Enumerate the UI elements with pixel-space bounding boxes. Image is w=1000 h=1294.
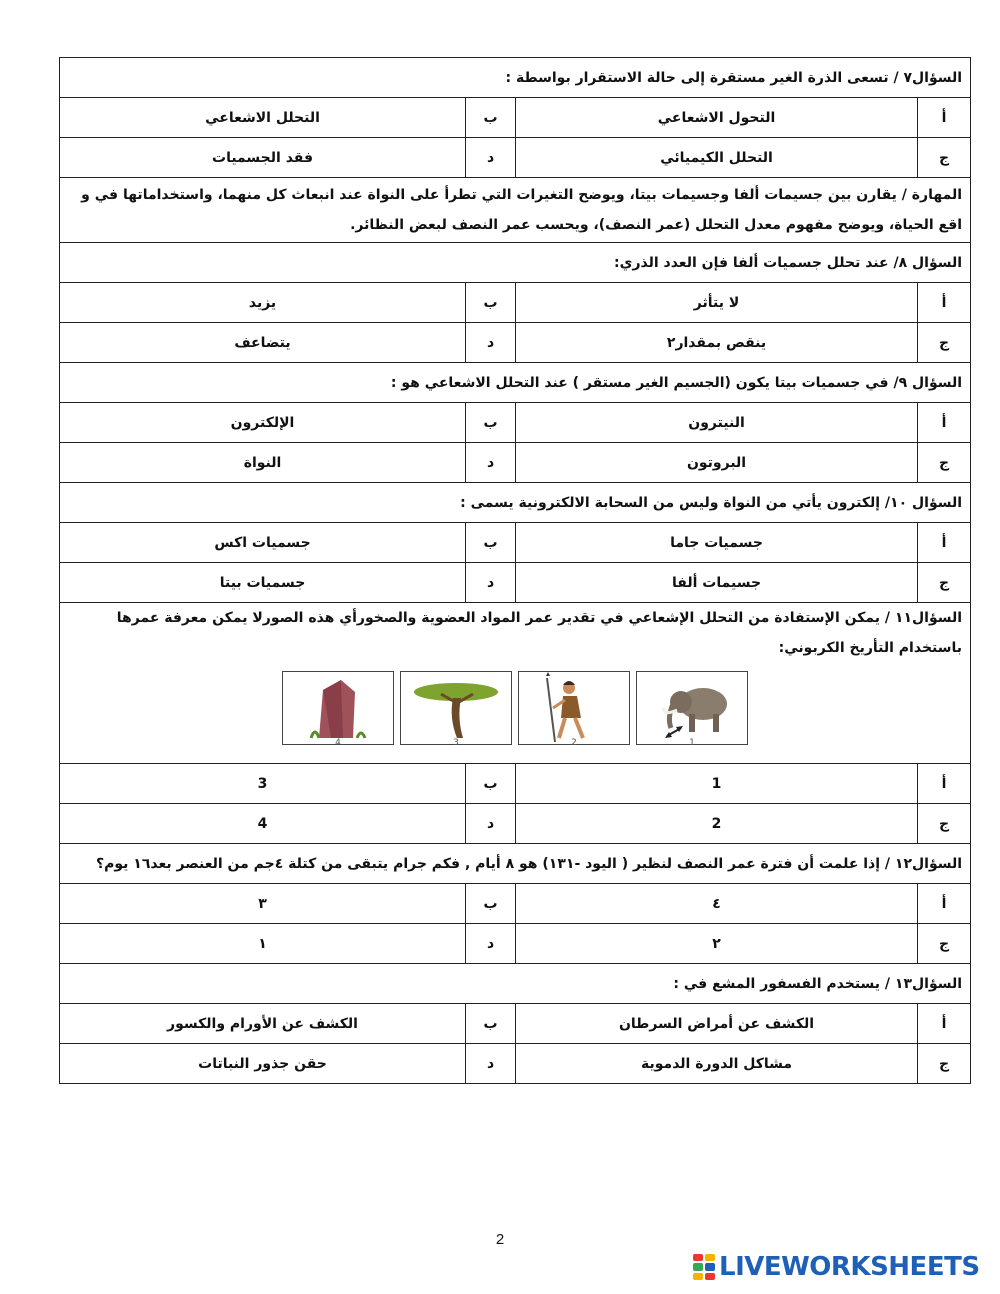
option-letter: ب xyxy=(466,283,516,323)
option-letter: ب xyxy=(466,523,516,563)
question-13-row xyxy=(60,964,971,1004)
option-answer[interactable]: 3 xyxy=(60,764,466,804)
option-answer[interactable]: النواة xyxy=(60,443,466,483)
question-13-text: السؤال١٣ / يستخدم الفسفور المشع في : xyxy=(60,964,971,1004)
option-answer[interactable]: 1 xyxy=(516,764,918,804)
option-letter: د xyxy=(466,138,516,178)
option-letter: أ xyxy=(918,283,971,323)
option-letter: ج xyxy=(918,1044,971,1084)
question-7-text: السؤال٧ / تسعى الذرة الغير مستقرة إلى حالة الاستقرار بواسطة : xyxy=(60,58,971,98)
question-7-row xyxy=(60,58,971,98)
option-answer[interactable]: 4 xyxy=(60,804,466,844)
option-answer[interactable]: جسميات جاما xyxy=(516,523,918,563)
option-letter: ب xyxy=(466,884,516,924)
option-answer[interactable]: التحلل الكيميائي xyxy=(516,138,918,178)
question-10-text: السؤال ١٠/ إلكترون يأتي من النواة وليس من السحابة الالكترونية يسمى : xyxy=(60,483,971,523)
option-row xyxy=(60,403,971,443)
option-letter: ج xyxy=(918,804,971,844)
option-answer[interactable]: التحلل الاشعاعي xyxy=(60,98,466,138)
brand-text: LIVEWORKSHEETS xyxy=(719,1252,980,1282)
question-11-row xyxy=(60,603,971,764)
option-row xyxy=(60,1044,971,1084)
skill-text: المهارة / يقارن بين جسيمات ألفا وجسيمات بيتا، ويوضح التغيرات التي تطرأ على النواة عند انبعاث كل منهما، واستخداماتها في و اقع الحياة، ويوضح مفهوم معدل التحلل (عمر النصف)، ويحسب عمر النصف لبعض النظائر. xyxy=(60,178,971,243)
option-answer[interactable]: يزيد xyxy=(60,283,466,323)
skill-row xyxy=(60,178,971,243)
option-answer[interactable]: حقن جذور النباتات xyxy=(60,1044,466,1084)
question-9-text: السؤال ٩/ في جسميات بيتا يكون (الجسيم الغير مستقر ) عند التحلل الاشعاعي هو : xyxy=(60,363,971,403)
page-number: 2 xyxy=(495,1231,505,1248)
option-row xyxy=(60,323,971,363)
option-answer[interactable]: مشاكل الدورة الدموية xyxy=(516,1044,918,1084)
picture-number: 1 xyxy=(689,738,695,748)
option-letter: ج xyxy=(918,924,971,964)
picture-2[interactable] xyxy=(518,671,630,748)
option-row xyxy=(60,1004,971,1044)
option-answer[interactable]: جسميات بيتا xyxy=(60,563,466,603)
option-answer[interactable]: النيترون xyxy=(516,403,918,443)
option-answer[interactable]: البروتون xyxy=(516,443,918,483)
option-letter: أ xyxy=(918,884,971,924)
option-letter: د xyxy=(466,323,516,363)
option-letter: ب xyxy=(466,764,516,804)
option-letter: أ xyxy=(918,403,971,443)
worksheet-table xyxy=(59,57,971,1084)
picture-1[interactable] xyxy=(636,671,748,748)
option-answer[interactable]: جسميات اكس xyxy=(60,523,466,563)
option-letter: أ xyxy=(918,764,971,804)
option-letter: ج xyxy=(918,323,971,363)
option-letter: ج xyxy=(918,563,971,603)
option-letter: ب xyxy=(466,98,516,138)
picture-number: 4 xyxy=(335,738,341,748)
option-letter: د xyxy=(466,443,516,483)
option-row xyxy=(60,443,971,483)
option-answer[interactable]: فقد الجسميات xyxy=(60,138,466,178)
option-letter: ج xyxy=(918,443,971,483)
option-letter: أ xyxy=(918,523,971,563)
option-letter: د xyxy=(466,1044,516,1084)
option-letter: ب xyxy=(466,403,516,443)
liveworksheets-brand xyxy=(693,1252,980,1282)
question-8-text: السؤال ٨/ عند تحلل جسميات ألفا فإن العدد الذري: xyxy=(60,243,971,283)
option-letter: أ xyxy=(918,98,971,138)
option-answer[interactable]: ٤ xyxy=(516,884,918,924)
option-row xyxy=(60,884,971,924)
question-12-text: السؤال١٢ / إذا علمت أن فترة عمر النصف لنظير ( اليود -١٣١) هو ٨ أيام , فكم جرام يتبقى من كتلة ٤جم من العنصر بعد١٦ يوم؟ xyxy=(60,844,971,884)
option-answer[interactable]: ينقص بمقدار٢ xyxy=(516,323,918,363)
question-10-row xyxy=(60,483,971,523)
option-answer[interactable]: الكشف عن أمراض السرطان xyxy=(516,1004,918,1044)
question-12-row xyxy=(60,844,971,884)
option-row xyxy=(60,138,971,178)
picture-4[interactable] xyxy=(282,671,394,748)
option-letter: أ xyxy=(918,1004,971,1044)
question-8-row xyxy=(60,243,971,283)
option-answer[interactable]: يتضاعف xyxy=(60,323,466,363)
option-answer[interactable]: التحول الاشعاعي xyxy=(516,98,918,138)
option-row xyxy=(60,563,971,603)
option-letter: ج xyxy=(918,138,971,178)
question-11-question-text: السؤال١١ / يمكن الإستفادة من التحلل الإشعاعي في تقدير عمر المواد العضوية والصخورأي هذه الصورلا يمكن معرفة عمرها باستخدام التأريخ الكربوني: xyxy=(116,610,963,656)
option-row xyxy=(60,804,971,844)
picture-number: 3 xyxy=(453,738,459,748)
option-answer[interactable]: لا يتأثر xyxy=(516,283,918,323)
option-answer[interactable]: الكشف عن الأورام والكسور xyxy=(60,1004,466,1044)
option-row xyxy=(60,764,971,804)
option-letter: د xyxy=(466,924,516,964)
picture-number: 2 xyxy=(571,738,577,748)
option-answer[interactable]: جسيمات ألفا xyxy=(516,563,918,603)
picture-strip xyxy=(68,671,962,748)
option-letter: د xyxy=(466,563,516,603)
option-answer[interactable]: ٢ xyxy=(516,924,918,964)
option-row xyxy=(60,523,971,563)
option-answer[interactable]: الإلكترون xyxy=(60,403,466,443)
option-row xyxy=(60,283,971,323)
liveworksheets-logo-icon xyxy=(693,1254,715,1280)
question-11-text xyxy=(60,603,971,764)
option-row xyxy=(60,924,971,964)
picture-3[interactable] xyxy=(400,671,512,748)
option-answer[interactable]: ٣ xyxy=(60,884,466,924)
option-answer[interactable]: 2 xyxy=(516,804,918,844)
option-letter: ب xyxy=(466,1004,516,1044)
option-answer[interactable]: ١ xyxy=(60,924,466,964)
option-letter: د xyxy=(466,804,516,844)
question-9-row xyxy=(60,363,971,403)
option-row xyxy=(60,98,971,138)
